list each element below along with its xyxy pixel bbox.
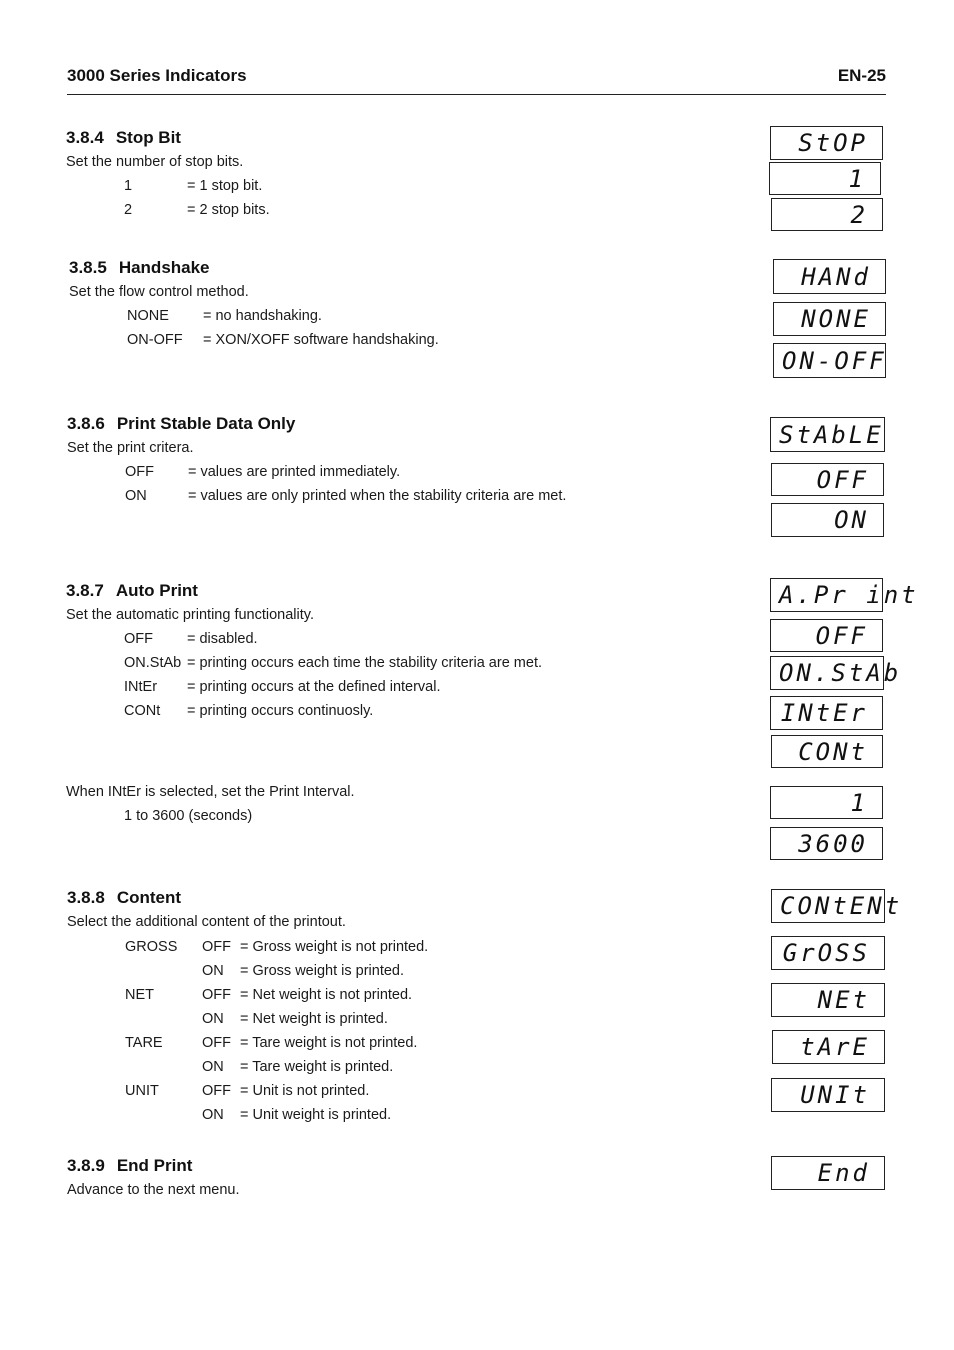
page-number: EN-25 <box>837 66 886 85</box>
option-value: = Unit is not printed. <box>240 1083 370 1099</box>
lcd-display-net: NEt <box>771 983 885 1017</box>
option-setting: ON <box>202 1107 224 1123</box>
option-key: UNIT <box>125 1083 159 1099</box>
section-description: Set the automatic printing functionality. <box>66 607 314 623</box>
section-heading-stop-bit: 3.8.4 Stop Bit <box>66 128 181 147</box>
lcd-display-end: End <box>771 1156 885 1190</box>
option-key: 1 <box>124 178 133 194</box>
interval-range: 1 to 3600 (seconds) <box>124 808 253 824</box>
option-setting: OFF <box>202 987 231 1003</box>
lcd-display-aprint: A.Pr int <box>770 578 883 612</box>
option-value: = Tare weight is printed. <box>240 1059 394 1075</box>
option-setting: OFF <box>202 939 231 955</box>
option-value: = printing occurs continuosly. <box>187 703 374 719</box>
option-value: = values are only printed when the stability criteria are met. <box>188 488 567 504</box>
option-value: = disabled. <box>187 631 258 647</box>
lcd-display-cont: CONt <box>771 735 883 768</box>
option-setting: OFF <box>202 1083 231 1099</box>
lcd-display-content: CONtENt <box>771 889 885 923</box>
option-key: NET <box>125 987 154 1003</box>
document-title: 3000 Series Indicators <box>67 66 247 85</box>
lcd-display-off: OFF <box>770 619 883 652</box>
lcd-display-on-off: ON-OFF <box>773 343 886 378</box>
lcd-display-gross: GrOSS <box>771 936 885 970</box>
section-description: Select the additional content of the printout. <box>67 914 346 930</box>
lcd-display-tare: tArE <box>772 1030 885 1064</box>
lcd-display-off: OFF <box>771 463 884 496</box>
option-key: OFF <box>124 631 153 647</box>
section-heading-handshake: 3.8.5 Handshake <box>69 258 210 277</box>
lcd-display-unit: UNIt <box>771 1078 885 1112</box>
section-heading-auto-print: 3.8.7 Auto Print <box>66 581 198 600</box>
section-heading-end-print: 3.8.9 End Print <box>67 1156 193 1175</box>
option-value: = 2 stop bits. <box>187 202 270 218</box>
section-heading-content: 3.8.8 Content <box>67 888 182 907</box>
interval-note: When INtEr is selected, set the Print Interval. <box>66 784 355 800</box>
lcd-display-hand: HANd <box>773 259 886 294</box>
lcd-display-none: NONE <box>773 302 886 336</box>
option-value: = Gross weight is not printed. <box>240 939 429 955</box>
option-key: INtEr <box>124 679 158 695</box>
option-value: = Tare weight is not printed. <box>240 1035 418 1051</box>
option-key: ON <box>125 488 147 504</box>
option-value: = Net weight is not printed. <box>240 987 413 1003</box>
lcd-display-interval-3600: 3600 <box>770 827 883 860</box>
option-key: GROSS <box>125 939 178 955</box>
lcd-display-stop: StOP <box>770 126 883 160</box>
section-description: Set the number of stop bits. <box>66 154 244 170</box>
lcd-display-inter: INtEr <box>770 696 883 730</box>
option-value: = Net weight is printed. <box>240 1011 388 1027</box>
lcd-display-stable: StAbLE <box>770 417 885 452</box>
section-description: Set the print critera. <box>67 440 194 456</box>
option-key: ON.StAb <box>124 655 182 671</box>
section-heading-print-stable: 3.8.6 Print Stable Data Only <box>67 414 296 433</box>
option-key: 2 <box>124 202 133 218</box>
option-value: = Gross weight is printed. <box>240 963 405 979</box>
option-value: = Unit weight is printed. <box>240 1107 392 1123</box>
lcd-display-onstab: ON.StAb <box>770 656 884 690</box>
option-key: ON-OFF <box>127 332 183 348</box>
section-description: Set the flow control method. <box>69 284 249 300</box>
option-key: CONt <box>124 703 161 719</box>
option-setting: OFF <box>202 1035 231 1051</box>
lcd-display-1: 1 <box>769 162 881 195</box>
option-value: = XON/XOFF software handshaking. <box>203 332 439 348</box>
option-value: = values are printed immediately. <box>188 464 401 480</box>
option-setting: ON <box>202 1011 224 1027</box>
section-description: Advance to the next menu. <box>67 1182 240 1198</box>
option-value: = no handshaking. <box>203 308 322 324</box>
option-setting: ON <box>202 963 224 979</box>
header-rule <box>67 94 886 95</box>
lcd-display-on: ON <box>771 503 884 537</box>
option-key: NONE <box>127 308 169 324</box>
option-key: TARE <box>125 1035 163 1051</box>
option-value: = printing occurs each time the stability criteria are met. <box>187 655 542 671</box>
lcd-display-2: 2 <box>771 198 883 231</box>
option-value: = printing occurs at the defined interval. <box>187 679 441 695</box>
option-key: OFF <box>125 464 154 480</box>
option-setting: ON <box>202 1059 224 1075</box>
lcd-display-interval-1: 1 <box>770 786 883 819</box>
option-value: = 1 stop bit. <box>187 178 263 194</box>
